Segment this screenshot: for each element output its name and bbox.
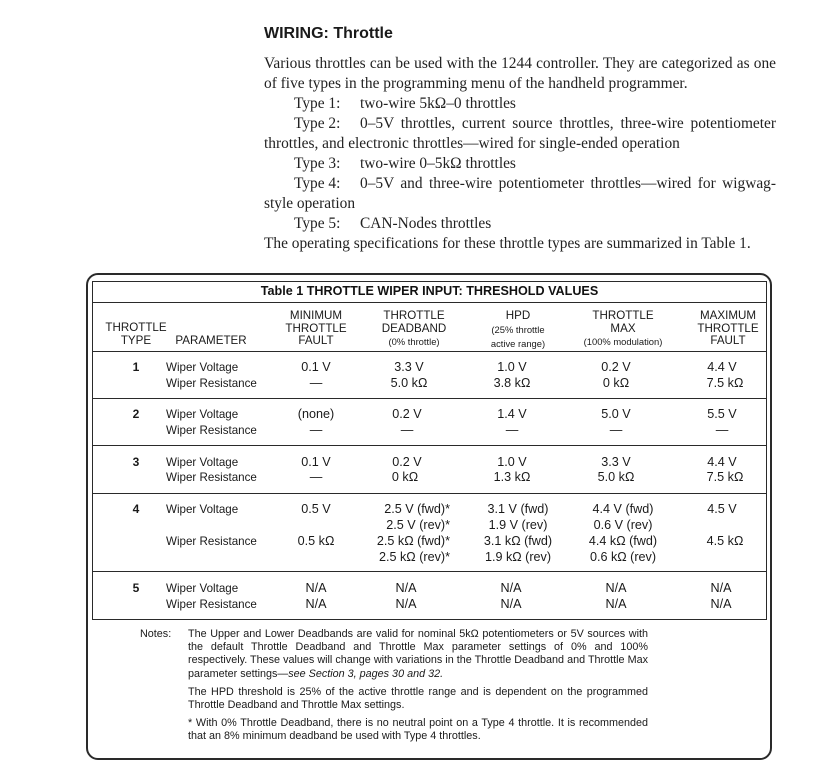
param-voltage: Wiper Voltage xyxy=(166,408,239,421)
row-divider xyxy=(92,398,767,399)
table-cell: 5.0 kΩ xyxy=(597,470,635,484)
header-divider xyxy=(92,351,767,352)
type-5-line xyxy=(264,214,776,234)
header-deadband: THROTTLE DEADBAND (0% throttle) xyxy=(381,309,447,348)
row-divider xyxy=(92,571,767,572)
param-voltage: Wiper Voltage xyxy=(166,361,239,374)
table-cell: N/A xyxy=(305,581,327,595)
param-voltage: Wiper Voltage xyxy=(166,582,239,595)
table-cell: N/A xyxy=(500,581,522,595)
type-cell: 5 xyxy=(132,581,140,595)
table-cell: 4.5 kΩ xyxy=(706,534,744,548)
header-throttle-max: THROTTLE MAX (100% modulation) xyxy=(583,309,663,348)
table-cell: 1.0 V xyxy=(497,455,527,469)
type-label: Type 5: xyxy=(294,215,341,232)
table-cell: N/A xyxy=(710,597,732,611)
intro-paragraph: Various throttles can be used with the 1244 controller. They are categorized as one of five types in the programming menu of the handheld programmer. xyxy=(264,55,776,92)
table-cell: N/A xyxy=(305,597,327,611)
header-max-fault: MAXIMUM THROTTLE FAULT xyxy=(697,309,759,348)
table-cell: 0.5 kΩ xyxy=(297,534,335,548)
table-cell: 3.3 V xyxy=(394,360,424,374)
header-min-fault: MINIMUM THROTTLE FAULT xyxy=(285,309,347,348)
table-cell: 0.1 V xyxy=(301,455,331,469)
summary-paragraph: The operating specifications for these throttle types are summarized in Table 1. xyxy=(264,235,751,252)
table-cell: — xyxy=(609,423,623,437)
type-cell: 3 xyxy=(132,455,140,469)
section-heading: WIRING: Throttle xyxy=(264,25,393,42)
header-throttle-type: THROTTLE TYPE xyxy=(105,321,167,347)
type-text: two-wire 5kΩ–0 throttles xyxy=(360,95,516,112)
table-cell: — xyxy=(715,423,729,437)
table-cell: N/A xyxy=(395,597,417,611)
table-cell: N/A xyxy=(710,581,732,595)
table-cell: 2.5 V (fwd)* 2.5 V (rev)* xyxy=(384,502,450,532)
table-cell: 0.2 V xyxy=(601,360,631,374)
note-2: The HPD threshold is 25% of the active throttle range and is dependent on the programmed Throttle Deadband and Throttle Max settings. xyxy=(188,685,648,712)
row-divider xyxy=(92,445,767,446)
table-cell: 0.1 V xyxy=(301,360,331,374)
table-cell: — xyxy=(309,376,323,390)
param-voltage: Wiper Voltage xyxy=(166,456,239,469)
row-divider xyxy=(92,493,767,494)
table-cell: N/A xyxy=(395,581,417,595)
param-resistance: Wiper Resistance xyxy=(166,471,257,484)
table-cell: 3.1 V (fwd) 1.9 V (rev) xyxy=(487,502,549,532)
type-cell: 4 xyxy=(132,502,140,516)
table-cell: 4.4 V xyxy=(707,360,737,374)
notes-body xyxy=(188,628,648,749)
table-cell: 4.4 V xyxy=(707,455,737,469)
type-label: Type 2: xyxy=(294,115,341,132)
table-cell: 5.0 kΩ xyxy=(390,376,428,390)
table-cell: 5.0 V xyxy=(601,407,631,421)
table-cell: 4.4 kΩ (fwd) 0.6 kΩ (rev) xyxy=(588,534,658,564)
table-cell: 0.2 V xyxy=(392,407,422,421)
type-label: Type 3: xyxy=(294,155,341,172)
table-cell: — xyxy=(309,423,323,437)
table-cell: 0.5 V xyxy=(301,502,331,516)
table-cell: — xyxy=(505,423,519,437)
table-cell: 2.5 kΩ (fwd)* 2.5 kΩ (rev)* xyxy=(376,534,450,564)
note-3: * With 0% Throttle Deadband, there is no neutral point on a Type 4 throttle. It is recommended that an 8% minimum deadband be used with Type 4 throttles. xyxy=(188,717,648,743)
table-cell: N/A xyxy=(605,581,627,595)
param-resistance: Wiper Resistance xyxy=(166,377,257,390)
table-cell: 7.5 kΩ xyxy=(706,470,744,484)
table-cell: — xyxy=(400,423,414,437)
table-cell: 5.5 V xyxy=(707,407,737,421)
header-parameter: PARAMETER xyxy=(175,334,247,347)
table-cell: 4.5 V xyxy=(707,502,737,516)
table-cell: — xyxy=(309,470,323,484)
intro-text xyxy=(264,54,776,254)
table-cell: 0 kΩ xyxy=(391,470,419,484)
table-cell: 0 kΩ xyxy=(602,376,630,390)
type-text: two-wire 0–5kΩ throttles xyxy=(360,155,516,172)
type-2-line xyxy=(264,114,776,154)
type-4-line xyxy=(264,174,776,214)
table-cell: 7.5 kΩ xyxy=(706,376,744,390)
type-text: 0–5V and three-wire potentiometer throttles—wired for wigwag-style operation xyxy=(264,175,776,212)
table-cell: 1.0 V xyxy=(497,360,527,374)
table-caption: Table 1 THROTTLE WIPER INPUT: THRESHOLD VALUES xyxy=(260,284,599,298)
table-cell: 1.4 V xyxy=(497,407,527,421)
type-label: Type 1: xyxy=(294,95,341,112)
param-voltage: Wiper Voltage xyxy=(166,503,239,516)
type-text: CAN-Nodes throttles xyxy=(360,215,492,232)
type-cell: 2 xyxy=(132,407,140,421)
table-cell: 1.3 kΩ xyxy=(493,470,531,484)
table-cell: N/A xyxy=(605,597,627,611)
header-hpd: HPD (25% throttle active range) xyxy=(490,309,546,350)
table-cell: N/A xyxy=(500,597,522,611)
param-resistance: Wiper Resistance xyxy=(166,424,257,437)
type-3-line xyxy=(264,154,776,174)
table-cell: 4.4 V (fwd) 0.6 V (rev) xyxy=(592,502,654,532)
table-cell: 3.1 kΩ (fwd) 1.9 kΩ (rev) xyxy=(483,534,553,564)
type-text: 0–5V throttles, current source throttles, three-wire potentiometer throttles, and electronic throttles—wired for single-ended operation xyxy=(264,115,776,152)
table-cell: (none) xyxy=(297,407,335,421)
notes-label: Notes: xyxy=(140,628,172,640)
param-resistance: Wiper Resistance xyxy=(166,598,257,611)
table-cell: 0.2 V xyxy=(392,455,422,469)
type-cell: 1 xyxy=(132,360,140,374)
note-1: The Upper and Lower Deadbands are valid for nominal 5kΩ potentiometers or 5V sources with the default Throttle Deadband and Throttle Max parameter settings of 0% and 100% respectively. These values will change with variations in the Throttle Deadband and Throttle Max parameter settings—see Section 3, pages 30 and 32. xyxy=(188,628,648,680)
caption-divider xyxy=(92,302,767,303)
table-cell: 3.8 kΩ xyxy=(493,376,531,390)
type-1-line xyxy=(264,94,776,114)
param-resistance: Wiper Resistance xyxy=(166,535,257,548)
type-label: Type 4: xyxy=(294,175,341,192)
table-cell: 3.3 V xyxy=(601,455,631,469)
